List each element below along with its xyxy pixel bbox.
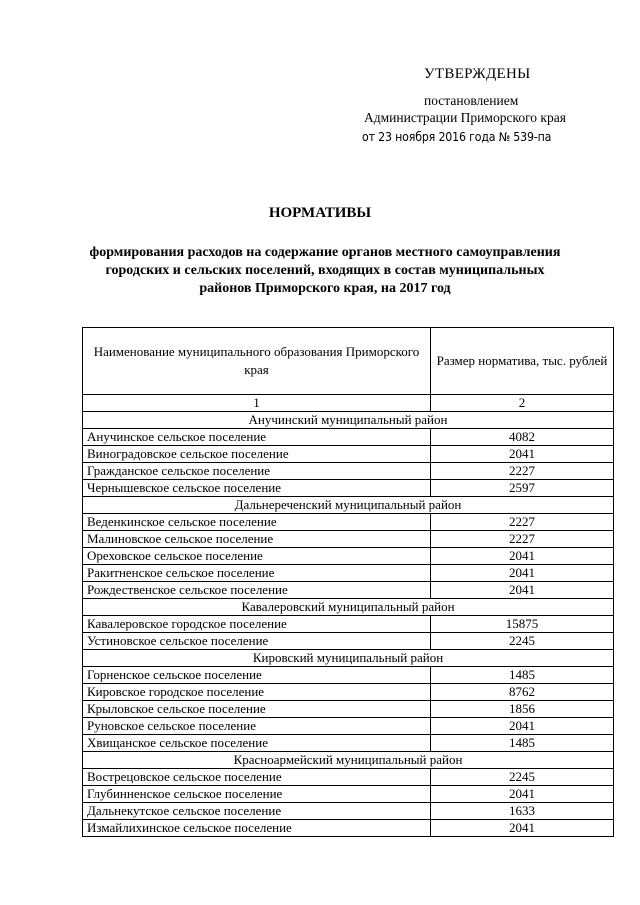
district-row: [83, 650, 614, 667]
norm-value: 2245: [431, 633, 614, 650]
table-row: [83, 531, 614, 548]
norm-value: 2041: [431, 820, 614, 837]
norm-value: 1485: [431, 667, 614, 684]
table-row: [83, 633, 614, 650]
table-row: [83, 480, 614, 497]
norm-value: 2041: [431, 786, 614, 803]
approval-line1: постановлением: [424, 93, 519, 108]
approval-line2: Администрации Приморского края: [364, 110, 566, 125]
norm-value: 2041: [431, 548, 614, 565]
norm-value: 2245: [431, 769, 614, 786]
approval-block: [362, 66, 622, 144]
norm-value: 1856: [431, 701, 614, 718]
table-row: [83, 667, 614, 684]
table-row: [83, 684, 614, 701]
district-name: Анучинский муниципальный район: [83, 412, 614, 429]
table-row: [83, 463, 614, 480]
table-row: [83, 701, 614, 718]
table-row: [83, 735, 614, 752]
table-header-row: [83, 328, 614, 395]
settlement-name: Измайлихинское сельское поселение: [83, 820, 431, 837]
settlement-name: Анучинское сельское поселение: [83, 429, 431, 446]
norm-value: 4082: [431, 429, 614, 446]
column-number-row: [83, 395, 614, 412]
settlement-name: Глубинненское сельское поселение: [83, 786, 431, 803]
table-row: [83, 820, 614, 837]
column-number-2: 2: [431, 395, 614, 412]
district-name: Красноармейский муниципальный район: [83, 752, 614, 769]
district-row: [83, 599, 614, 616]
norm-value: 1633: [431, 803, 614, 820]
table-row: [83, 769, 614, 786]
subtitle-line: районов Приморского края, на 2017 год: [199, 281, 451, 296]
table-row: [83, 548, 614, 565]
settlement-name: Виноградовское сельское поселение: [83, 446, 431, 463]
table-row: [83, 582, 614, 599]
norms-table: [82, 327, 614, 837]
norm-value: 8762: [431, 684, 614, 701]
settlement-name: Ракитненское сельское поселение: [83, 565, 431, 582]
settlement-name: Устиновское сельское поселение: [83, 633, 431, 650]
approval-title: УТВЕРЖДЕНЫ: [424, 66, 531, 82]
district-row: [83, 412, 614, 429]
subtitle-line: городских и сельских поселений, входящих в состав муниципальных: [105, 263, 545, 278]
district-name: Кавалеровский муниципальный район: [83, 599, 614, 616]
settlement-name: Вострецовское сельское поселение: [83, 769, 431, 786]
norm-value: 2597: [431, 480, 614, 497]
settlement-name: Горненское сельское поселение: [83, 667, 431, 684]
settlement-name: Хвищанское сельское поселение: [83, 735, 431, 752]
approval-line3: от 23 ноября 2016 года № 539-па: [362, 130, 552, 144]
header-col1: Наименование муниципального образования Приморского края: [83, 328, 431, 395]
settlement-name: Малиновское сельское поселение: [83, 531, 431, 548]
table-row: [83, 616, 614, 633]
district-name: Кировский муниципальный район: [83, 650, 614, 667]
norm-value: 15875: [431, 616, 614, 633]
settlement-name: Гражданское сельское поселение: [83, 463, 431, 480]
settlement-name: Ореховское сельское поселение: [83, 548, 431, 565]
header-col2: Размер норматива, тыс. рублей: [431, 328, 614, 395]
norm-value: 2041: [431, 446, 614, 463]
settlement-name: Рождественское сельское поселение: [83, 582, 431, 599]
district-name: Дальнереченский муниципальный район: [83, 497, 614, 514]
norm-value: 2041: [431, 718, 614, 735]
norm-value: 1485: [431, 735, 614, 752]
settlement-name: Чернышевское сельское поселение: [83, 480, 431, 497]
district-row: [83, 752, 614, 769]
document-subtitle: [60, 244, 590, 298]
settlement-name: Веденкинское сельское поселение: [83, 514, 431, 531]
table-row: [83, 803, 614, 820]
table-row: [83, 446, 614, 463]
norm-value: 2227: [431, 463, 614, 480]
table-row: [83, 718, 614, 735]
norm-value: 2227: [431, 531, 614, 548]
table-row: [83, 565, 614, 582]
column-number-1: 1: [83, 395, 431, 412]
district-row: [83, 497, 614, 514]
norm-value: 2041: [431, 565, 614, 582]
settlement-name: Кавалеровское городское поселение: [83, 616, 431, 633]
norm-value: 2041: [431, 582, 614, 599]
norm-value: 2227: [431, 514, 614, 531]
document-title: НОРМАТИВЫ: [268, 205, 372, 221]
settlement-name: Кировское городское поселение: [83, 684, 431, 701]
settlement-name: Дальнекутское сельское поселение: [83, 803, 431, 820]
settlement-name: Крыловское сельское поселение: [83, 701, 431, 718]
table-row: [83, 514, 614, 531]
settlement-name: Руновское сельское поселение: [83, 718, 431, 735]
table-row: [83, 786, 614, 803]
table-row: [83, 429, 614, 446]
subtitle-line: формирования расходов на содержание органов местного самоуправления: [89, 245, 561, 260]
